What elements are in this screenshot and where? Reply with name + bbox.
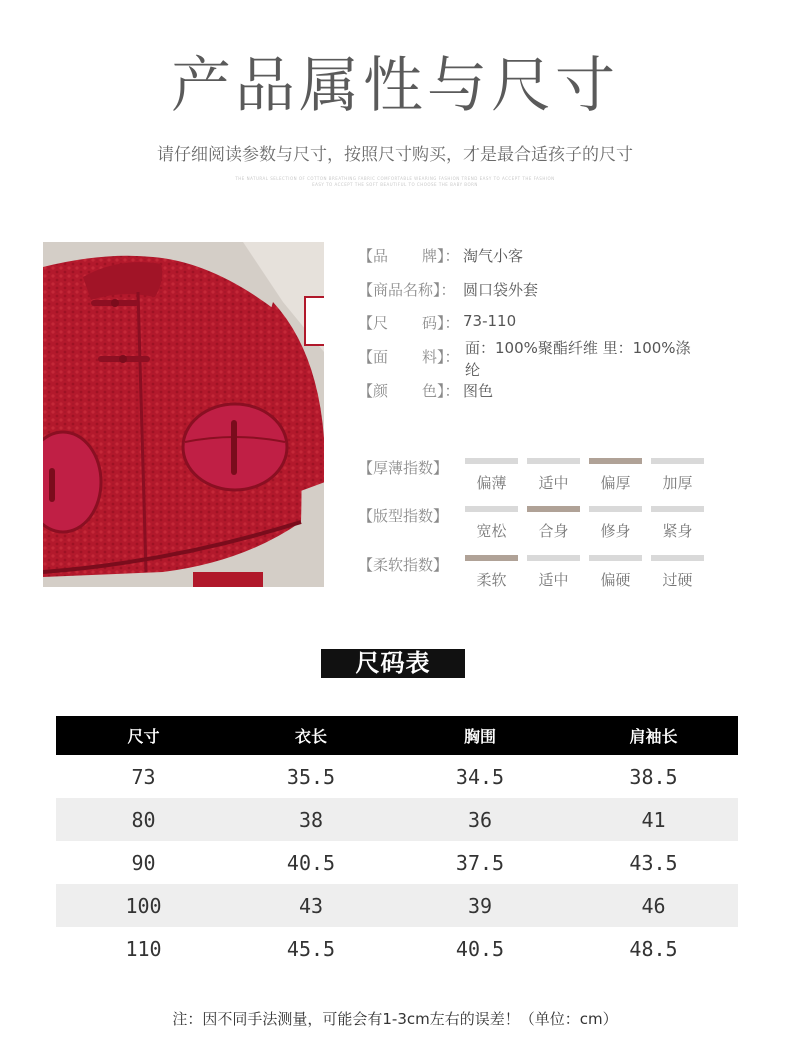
table-cell: 45.5 (286, 936, 336, 961)
table-cell: 40.5 (455, 936, 505, 961)
index-option-thickness: 偏薄 (476, 474, 507, 492)
table-cell: 41 (641, 807, 666, 832)
attr-key: 【 颜 色 】： (358, 382, 460, 400)
table-cell: 39 (467, 893, 493, 918)
index-bar-fit (651, 506, 704, 512)
table-cell: 110 (125, 936, 162, 961)
table-row (56, 798, 738, 841)
index-option-softness: 偏硬 (600, 571, 631, 589)
index-bar-thickness (465, 458, 518, 464)
table-header-cell: 尺寸 (127, 727, 160, 746)
index-option-fit: 宽松 (476, 522, 507, 540)
table-header-row (56, 716, 738, 755)
table-cell: 73 (131, 764, 156, 789)
table-cell: 38 (298, 807, 324, 832)
table-cell: 100 (125, 893, 162, 918)
table-cell: 34.5 (455, 764, 505, 789)
table-header-cell: 胸围 (463, 727, 496, 746)
attr-value-fabric: 面：100%聚酯纤维 里：100%涤纶 (465, 339, 691, 379)
index-bar-softness-selected (465, 555, 518, 561)
table-cell: 46 (641, 893, 666, 918)
attr-value-brand: 淘气小客 (463, 247, 524, 265)
size-chart-title: 尺码表 (321, 649, 465, 678)
table-cell: 35.5 (286, 764, 336, 789)
fine-print-line-1: THE NATURAL SELECTION OF COTTON BREATHING FABRIC COMFORTABLE WEARING FASHION TREND EASY TO ACCEPT THE FASHION (235, 176, 555, 181)
index-option-fit: 紧身 (662, 522, 693, 540)
index-bar-thickness-selected (589, 458, 642, 464)
attr-row-color (358, 380, 493, 401)
table-cell: 38.5 (629, 764, 678, 789)
index-option-fit: 修身 (600, 522, 631, 540)
index-bar-fit-selected (527, 506, 580, 512)
measurement-footnote: 注：因不同手法测量，可能会有1-3cm左右的误差！（单位：cm） (172, 1010, 618, 1028)
table-row (56, 884, 738, 927)
index-bar-fit (589, 506, 642, 512)
attr-key: 【 面 料 】： (358, 348, 460, 366)
index-option-thickness: 适中 (538, 474, 569, 492)
fine-print-line-2: EASY TO ACCEPT THE SOFT BEAUTIFUL TO CHOOSE THE BABY BORN (312, 182, 478, 187)
product-photo (43, 242, 324, 587)
attr-value-size: 73-110 (463, 312, 517, 330)
table-cell: 43 (298, 893, 324, 918)
index-bar-softness (527, 555, 580, 561)
table-header-cell: 肩袖长 (629, 727, 678, 746)
index-bar-softness (589, 555, 642, 561)
table-row (56, 841, 738, 884)
index-option-softness: 过硬 (662, 571, 693, 589)
table-cell: 48.5 (629, 936, 678, 961)
table-cell: 36 (467, 807, 493, 832)
index-option-thickness: 加厚 (662, 474, 693, 492)
page-subtitle: 请仔细阅读参数与尺寸，按照尺寸购买，才是最合适孩子的尺寸 (157, 145, 633, 165)
index-option-softness: 柔软 (476, 571, 507, 589)
index-bar-thickness (527, 458, 580, 464)
attr-key: 【 尺 码 】： (358, 314, 460, 332)
table-row (56, 927, 738, 970)
table-header-cell: 衣长 (294, 727, 327, 746)
table-cell: 90 (131, 850, 156, 875)
table-cell: 40.5 (286, 850, 336, 875)
attr-row-fabric (358, 346, 463, 367)
index-bar-fit (465, 506, 518, 512)
attr-key: 【 商品名称 】： (358, 281, 456, 299)
size-table (56, 716, 738, 970)
index-option-thickness: 偏厚 (600, 474, 631, 492)
table-cell: 43.5 (629, 850, 678, 875)
index-label-softness: 【柔软指数】 (358, 556, 449, 574)
attr-row-brand (358, 245, 523, 266)
table-row (56, 755, 738, 798)
attr-row-size (358, 312, 516, 333)
index-option-softness: 适中 (538, 571, 569, 589)
attr-value-product-name: 圆口袋外套 (463, 281, 539, 299)
attr-key: 【 品 牌 】： (358, 247, 460, 265)
index-label-thickness: 【厚薄指数】 (358, 459, 449, 477)
index-label-fit: 【版型指数】 (358, 507, 449, 525)
attr-value-color: 图色 (463, 382, 494, 400)
attr-row-product-name (358, 279, 538, 300)
table-cell: 37.5 (455, 850, 505, 875)
index-bar-thickness (651, 458, 704, 464)
page-title: 产品属性与尺寸 (171, 51, 619, 121)
index-bar-softness (651, 555, 704, 561)
index-option-fit: 合身 (538, 522, 569, 540)
table-cell: 80 (131, 807, 156, 832)
